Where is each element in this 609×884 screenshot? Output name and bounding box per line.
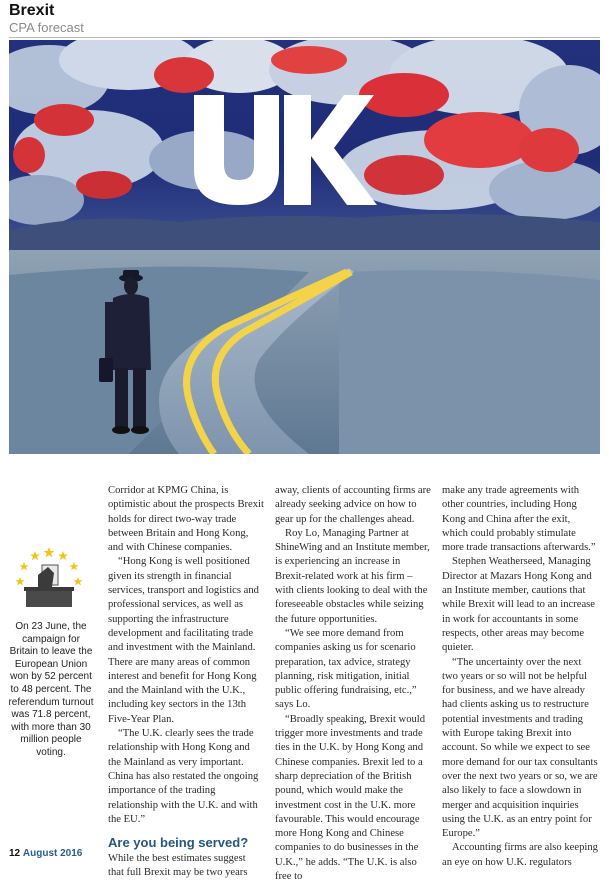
- paragraph: “The uncertainty over the next two years or so will not be helpful for business, and we have already had clients asking us to restructure potential investments and trading with Europe taking Brexit into account. So while we expect to see more demand for our tax consultants over the next two years or so, we are also likely to face a slowdown in merger and acquisition inquiries using the U.K. as an entry point for Europe.”: [442, 656, 598, 840]
- horizon-ridge: [9, 214, 600, 255]
- article-column-3: [442, 484, 598, 870]
- referendum-fact-box: On 23 June, the campaign for Britain to leave the European Union won by 52 percent to 48 percent. The referendum turnout was 71.8 percent, with more than 30 million people voting.: [8, 621, 94, 758]
- header-divider: [9, 37, 600, 38]
- subheading: Are you being served?: [108, 835, 249, 851]
- paragraph: “Hong Kong is well positioned given its strength in financial services, transport and logistics and professional services, as well as supporting the infrastructure development and facilitating trade and investment with the Mainland. There are many areas of common interest and benefit for Hong Kong and the Mainland with the U.K., including key sectors in the 13th Five-Year Plan.: [108, 556, 259, 725]
- paragraph: “Broadly speaking, Brexit would trigger more investments and trade ties in the U.K. by Hong Kong and Chinese companies. Brexit led to a sharp depreciation of the British pound, which would make the investment cost in the U.K. more favourable. This would encourage more Hong Kong and Chinese companies to do businesses in the U.K.,” he adds. “The U.K. is also free to: [275, 713, 426, 883]
- paragraph: “We see more demand from companies asking us for scenario preparation, tax advice, strategy planning, risk mitigation, initial public offering fundraising, etc.,” says Lo.: [275, 627, 417, 711]
- paragraph: make any trade agreements with other countries, including Hong Kong and China after the exit, which could probably stimulate more trade transactions afterwards.”: [442, 485, 596, 554]
- ballot-box-eu-stars-icon: [12, 545, 86, 609]
- paragraph: “The U.K. clearly sees the trade relationship with Hong Kong and the Mainland as very important. China has also restated the ongoing importance of the trading relationship with the U.K. and with the EU.”: [108, 728, 259, 825]
- paragraph: Accounting firms are also keeping an eye on how U.K. regulators: [442, 842, 598, 868]
- page-footer: [9, 848, 82, 859]
- page-number: 12: [9, 848, 21, 859]
- paragraph: away, clients of accounting firms are already seeking advice on how to gear up for the challenges ahead.: [275, 485, 431, 525]
- brexit-illustration: [9, 40, 600, 454]
- article-column-1: [108, 484, 264, 881]
- paragraph: Roy Lo, Managing Partner at ShineWing and an Institute member, is experiencing an increase in Brexit-related work at his firm – with clients looking to deal with the foreseeable obstacles while seizing the future opportunities.: [275, 527, 430, 625]
- paragraph: Corridor at KPMG China, is optimistic about the prospects Brexit holds for direct two-way trade between Britain and Hong Kong, and with Chinese companies.: [108, 485, 264, 554]
- paragraph: While the best estimates suggest that full Brexit may be two years: [108, 853, 248, 879]
- paragraph: Stephen Weatherseed, Managing Director at Mazars Hong Kong and an Institute member, cautions that while Brexit will lead to an increase in work for accountants in some respects, other areas may become quieter.: [442, 556, 595, 654]
- right-field: [339, 270, 600, 454]
- article-column-2: [275, 484, 431, 884]
- section-subtitle: CPA forecast: [9, 20, 84, 35]
- section-title: Brexit: [9, 2, 55, 19]
- issue-date: August 2016: [22, 848, 83, 859]
